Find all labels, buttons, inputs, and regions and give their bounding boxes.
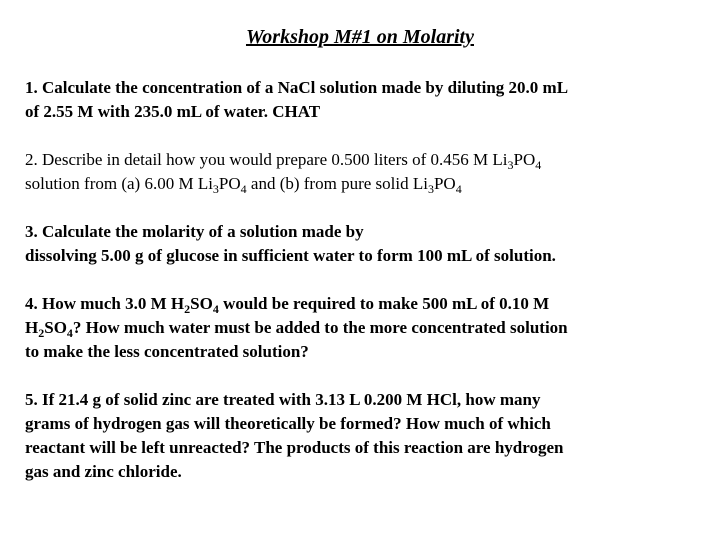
question-5-line-2: grams of hydrogen gas will theoretically be formed? How much of which xyxy=(25,414,551,433)
question-3 xyxy=(25,220,705,268)
page-title: Workshop M#1 on Molarity xyxy=(245,26,474,48)
question-2-line-1: 2. Describe in detail how you would prepare 0.500 liters of 0.456 M $Li_3PO_4$ xyxy=(25,150,542,172)
question-4-line-3: to make the less concentrated solution? xyxy=(25,342,309,361)
question-1 xyxy=(25,76,705,124)
question-4-line-1: 4. How much 3.0 M $H_2SO_4$ would be required to make 500 mL of 0.10 M xyxy=(25,294,550,316)
question-1-line-2: of 2.55 M with 235.0 mL of water. CHAT xyxy=(25,102,321,121)
question-3-line-1: 3. Calculate the molarity of a solution made by xyxy=(25,222,364,241)
question-5-line-1: 5. If 21.4 g of solid zinc are treated with 3.13 L 0.200 M HCl, how many xyxy=(25,390,541,409)
question-5-line-3: reactant will be left unreacted? The products of this reaction are hydrogen xyxy=(25,438,564,457)
question-5-line-4: gas and zinc chloride. xyxy=(25,462,182,481)
question-4 xyxy=(25,292,705,364)
question-3-line-2: dissolving 5.00 g of glucose in sufficient water to form 100 mL of solution. xyxy=(25,246,556,265)
question-2 xyxy=(25,148,705,196)
question-2-line-2: solution from (a) 6.00 M $Li_3PO_4$ and (b) from pure solid $Li_3PO_4$ xyxy=(25,174,462,196)
question-5 xyxy=(25,388,705,484)
question-1-line-1: 1. Calculate the concentration of a NaCl solution made by diluting 20.0 mL xyxy=(25,78,569,97)
question-4-line-2: $H_2SO_4$? How much water must be added to the more concentrated solution xyxy=(25,318,568,340)
